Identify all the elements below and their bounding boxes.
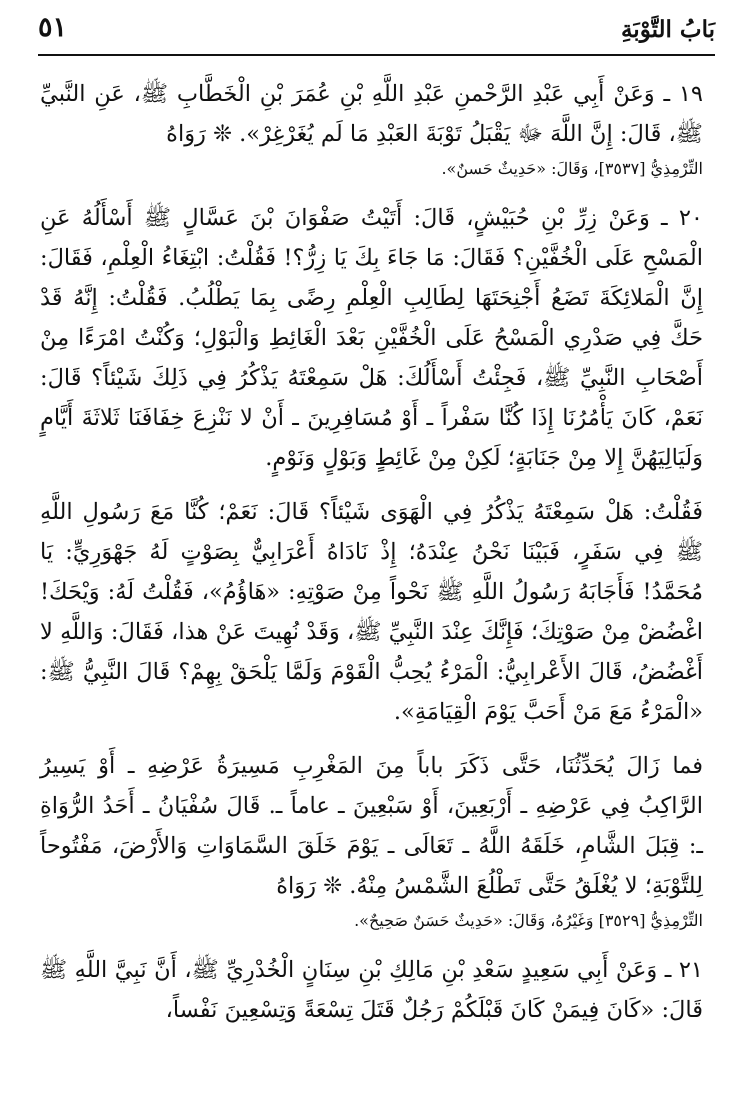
- hadith-20-paragraph-3: فما زَالَ يُحَدِّثُنَا، حَتَّى ذَكَرَ باباً مِنَ المَغْرِبِ مَسِيرَةُ عَرْضِهِ ـ أَوْ يَسِيرُ الرَّاكِبُ فِي عَرْضِهِ ـ أَرْبَعِينَ، أَوْ سَبْعِينَ ـ عاماً ـ. قَالَ سُفْيَانُ ـ أَحَدُ الرُّوَاةِ ـ: قِبَلَ الشَّامِ، خَلَقَهُ اللَّهُ ـ تَعَالَى ـ يَوْمَ خَلَقَ السَّمَاوَاتِ وَالأَرْضَ، مَفْتُوحاً لِلتَّوْبَةِ؛ لا يُغْلَقُ حَتَّى تَطْلُعَ الشَّمْسُ مِنْهُ. ❊ رَوَاهُ: [40, 753, 703, 899]
- hadith-20-paragraph-2: فَقُلْتُ: هَلْ سَمِعْتَهُ يَذْكُرُ فِي الْهَوَى شَيْئاً؟ قَالَ: نَعَمْ؛ كُنَّا مَعَ رَسُولِ اللَّهِ ﷺ فِي سَفَرٍ، فَبَيْنَا نَحْنُ عِنْدَهُ؛ إِذْ نَادَاهُ أَعْرَابِيٌّ بِصَوْتٍ لَهُ جَهْوَرِيٍّ: يَا مُحَمَّدُ! فَأَجَابَهُ رَسُولُ اللَّهِ ﷺ نَحْواً مِنْ صَوْتِهِ: «هَاؤُمُ»، فَقُلْتُ لَهُ: وَيْحَكَ! اغْضُضْ مِنْ صَوْتِكَ؛ فَإِنَّكَ عِنْدَ النَّبِيِّ ﷺ، وَقَدْ نُهِيتَ عَنْ هذا، فَقَالَ: وَاللَّهِ لا أَغْضُضُ، قَالَ الأَعْرابِيُّ: الْمَرْءُ يُحِبُّ الْقَوْمَ وَلَمَّا يَلْحَقْ بِهِمْ؟ قَالَ النَّبِيُّ ﷺ: «الْمَرْءُ مَعَ مَنْ أَحَبَّ يَوْمَ الْقِيَامَةِ».: [40, 499, 703, 725]
- hadith-19-text: ١٩ ـ وَعَنْ أَبِي عَبْدِ الرَّحْمنِ عَبْدِ اللَّهِ بْنِ عُمَرَ بْنِ الْخَطَّابِ ﷺ، عَنِ النَّبيِّ ﷺ، قَالَ: إِنَّ اللَّهَ ﷻ يَقْبَلُ تَوْبَةَ العَبْدِ مَا لَم يُغَرْغِرْ». ❊ رَوَاهُ: [40, 81, 703, 147]
- page-number: ٥١: [38, 12, 68, 43]
- hadith-19-source: التِّرْمِذِيُّ [٣٥٣٧]، وَقَالَ: «حَدِيثٌ حَسنٌ».: [441, 159, 703, 178]
- hadith-20-source: التِّرْمِذِيُّ [٣٥٢٩] وَغَيْرُهُ، وَقَالَ: «حَدِيثٌ حَسَنٌ صَحِيحٌ».: [354, 911, 703, 930]
- spacer: [40, 478, 703, 492]
- spacer: [40, 184, 703, 198]
- chapter-title: بَابُ التَّوْبَةِ: [620, 16, 715, 43]
- hadith-20-paragraph-1: ٢٠ ـ وَعَنْ زِرِّ بْنِ حُبَيْشٍ، قَالَ: أَتَيْتُ صَفْوَانَ بْنَ عَسَّالٍ ﷺ أَسْأَلُهُ عَنِ الْمَسْحِ عَلَى الْخُفَّيْنِ؟ فَقَالَ: مَا جَاءَ بِكَ يَا زِرُّ؟! فَقُلْتُ: ابْتِغَاءُ الْعِلْمِ، فَقَالَ: إِنَّ الْمَلائِكَةَ تَضَعُ أَجْنِحَتَهَا لِطَالِبِ الْعِلْمِ رِضًى بِمَا يَطْلُبُ. فَقُلْتُ: إِنَّهُ قَدْ حَكَّ فِي صَدْرِي الْمَسْحُ عَلَى الْخُفَّيْنِ بَعْدَ الْغَائِطِ وَالْبَوْلِ؛ وَكُنْتُ امْرَءًا مِنْ أَصْحَابِ النَّبِيِّ ﷺ، فَجِئْتُ أَسْأَلُكَ: هَلْ سَمِعْتَهُ يَذْكُرُ فِي ذَلِكَ شَيْئاً؟ قَالَ: نَعَمْ، كَانَ يَأْمُرُنَا إِذَا كُنَّا سَفْراً ـ أَوْ مُسَافِرِينَ ـ أَنْ لا نَنْزِعَ خِفَافَنَا ثَلاثَةَ أَيَّامٍ وَلَيَالِيَهُنَّ إِلا مِنْ جَنَابَةٍ؛ لَكِنْ مِنْ غَائِطٍ وَبَوْلٍ وَنَوْمٍ.: [40, 205, 703, 471]
- page-body: [40, 74, 703, 1030]
- page-header: [38, 10, 715, 50]
- spacer: [40, 732, 703, 746]
- hadith-21-text: ٢١ ـ وَعَنْ أَبِي سَعِيدٍ سَعْدِ بْنِ مَالِكِ بْنِ سِنَانٍ الْخُدْرِيِّ ﷺ، أَنَّ نَبِيَّ اللَّهِ ﷺ قَالَ: «كَانَ فِيمَنْ كَانَ قَبْلَكُمْ رَجُلٌ قَتَلَ تِسْعَةً وَتِسْعِينَ نَفْساً،: [40, 957, 703, 1023]
- spacer: [40, 936, 703, 950]
- header-divider: [38, 54, 715, 56]
